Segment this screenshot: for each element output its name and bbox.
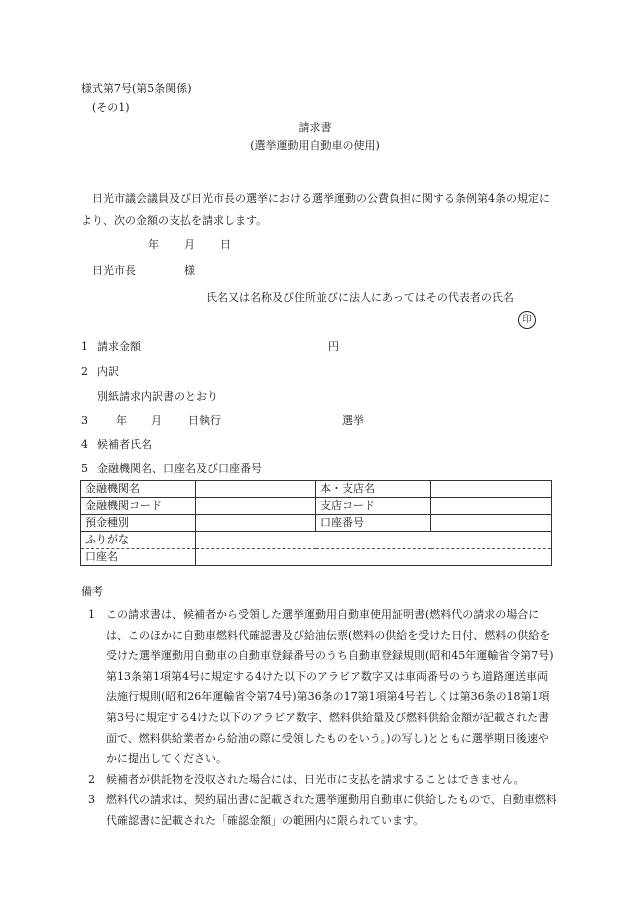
item-number: 2 xyxy=(81,365,88,378)
page-subtitle: (選挙運動用自動車の使用) xyxy=(250,139,380,152)
date-year: 年 xyxy=(148,238,159,251)
item-number: 1 xyxy=(81,340,88,353)
note-text: 候補者が供託物を没収された場合には、日光市に支払を請求することはできません。 xyxy=(106,772,525,786)
table-row xyxy=(81,481,552,498)
list-item xyxy=(88,770,558,791)
table-row xyxy=(81,549,552,566)
branch-code-field[interactable] xyxy=(431,498,552,515)
intro-paragraph: 日光市議会議員及び日光市長の選挙における選挙運動の公費負担に関する条例第4条の規定により、次の金額の支払を請求します。 xyxy=(81,192,550,227)
account-number-label: 口座番号 xyxy=(316,515,431,532)
branch-name-field[interactable] xyxy=(431,481,552,498)
branch-name-label: 本・支店名 xyxy=(316,481,431,498)
signer-label: 氏名又は名称及び住所並びに法人にあってはその代表者の氏名 xyxy=(206,291,514,304)
page-title: 請求書 xyxy=(298,121,332,134)
form-number: 様式第7号(第5条関係) xyxy=(81,82,192,95)
table-row xyxy=(81,515,552,532)
table-row xyxy=(81,532,552,549)
addressee-honorific: 様 xyxy=(184,264,195,277)
furigana-label: ふりがな xyxy=(81,532,196,549)
table-row xyxy=(81,498,552,515)
item-label: 請求金額 xyxy=(97,340,141,353)
item-label: 候補者氏名 xyxy=(97,438,152,451)
addressee-name: 日光市長 xyxy=(92,264,136,277)
deposit-type-label: 預金種別 xyxy=(81,515,196,532)
note-number: 3 xyxy=(88,793,95,807)
item-number: 4 xyxy=(81,438,88,451)
bank-code-label: 金融機関コード xyxy=(81,498,196,515)
item-number: 3 xyxy=(81,414,88,427)
furigana-field[interactable] xyxy=(196,532,552,549)
note-text: この請求書は、候補者から受領した選挙運動用自動車使用証明書(燃料代の請求の場合には、このほかに自動車燃料代確認書及び給油伝票(燃料の供給を受けた日付、燃料の供給を受けた選挙運動用自動車の自動車登録番号のうち自動車登録規則(昭和45年運輸省令第7号)第13条第1項第4号に規定する4けた以下のアラビア数字又は車両番号のうち道路運送車両法施行規則(昭和26年運輸省令第74号)第36条の17第1項第4号若しくは第36条の18第1項第3号に規定する4けた以下のアラビア数字、燃料供給量及び燃料供給金額が記載された書面で、燃料供給業者から給油の際に受領したものをいう。)の写し)とともに選挙期日後速やかに提出してください。 xyxy=(106,608,554,766)
account-number-field[interactable] xyxy=(431,515,552,532)
breakdown-detail: 別紙請求内訳書のとおり xyxy=(97,390,218,403)
deposit-type-field[interactable] xyxy=(196,515,316,532)
list-item xyxy=(88,790,558,831)
election-year: 年 xyxy=(116,414,127,427)
note-number: 2 xyxy=(88,772,95,786)
amount-unit: 円 xyxy=(328,340,339,353)
bank-name-field[interactable] xyxy=(196,481,316,498)
branch-code-label: 支店コード xyxy=(316,498,431,515)
bank-name-label: 金融機関名 xyxy=(81,481,196,498)
remarks-heading: 備考 xyxy=(81,585,103,598)
date-day: 日 xyxy=(220,238,231,251)
seal-mark: 印 xyxy=(518,311,536,329)
item-label: 内訳 xyxy=(97,365,119,378)
remarks-list xyxy=(88,605,558,832)
item-number: 5 xyxy=(81,462,88,475)
account-name-label: 口座名 xyxy=(81,549,196,566)
date-month: 月 xyxy=(184,238,195,251)
list-item xyxy=(88,605,558,770)
election-day: 日執行 xyxy=(188,414,221,427)
item-label: 金融機関名、口座名及び口座番号 xyxy=(97,462,262,475)
note-text: 燃料代の請求は、契約届出書に記載された選挙運動用自動車に供給したもので、自動車燃料代確認書に記載された「確認金額」の範囲内に限られています。 xyxy=(106,793,557,827)
account-name-field[interactable] xyxy=(196,549,552,566)
bank-code-field[interactable] xyxy=(196,498,316,515)
election-month: 月 xyxy=(151,414,162,427)
sub-number: (その1) xyxy=(92,101,130,114)
bank-account-table xyxy=(80,480,552,566)
election-label: 選挙 xyxy=(342,414,364,427)
note-number: 1 xyxy=(88,608,95,621)
